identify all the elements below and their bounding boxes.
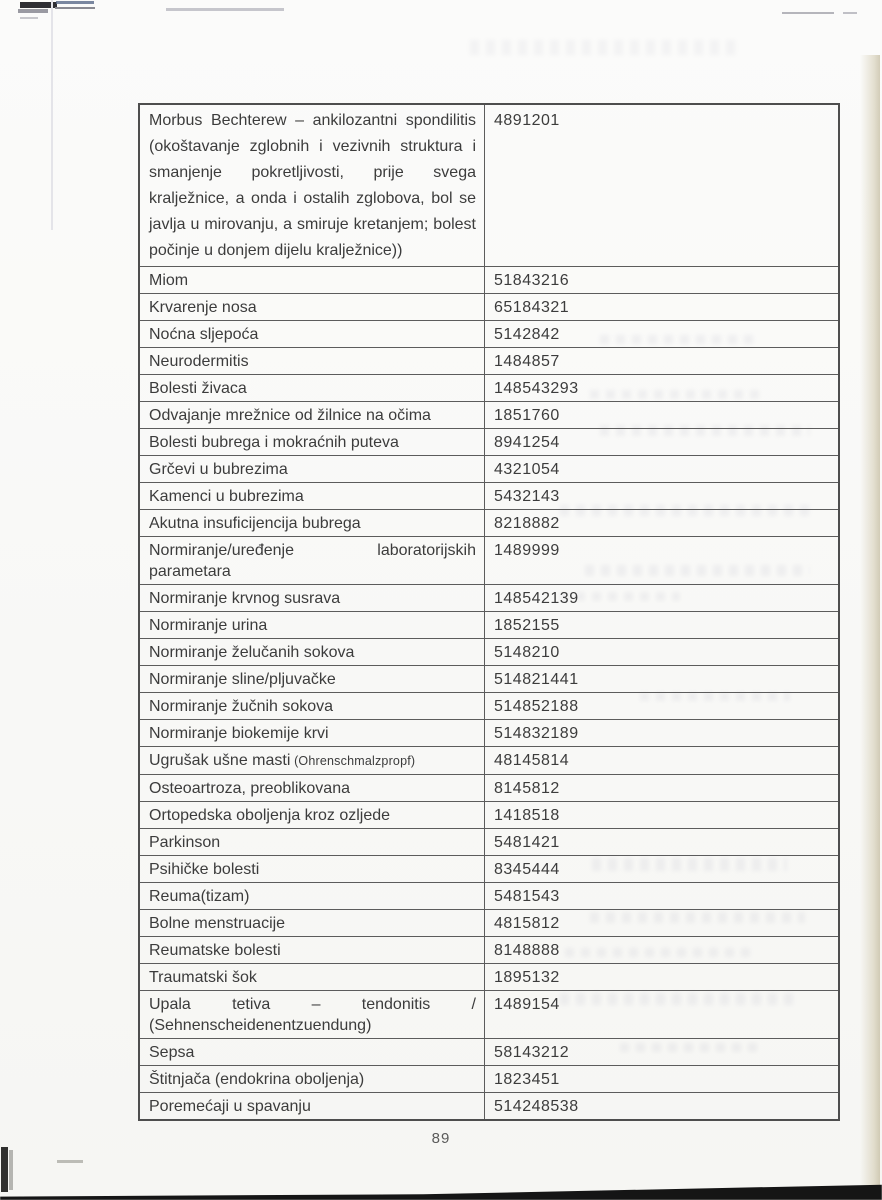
table-row [139, 802, 839, 829]
condition-cell: Normiranje/uređenje laboratorijskih parametara [139, 537, 485, 585]
code-cell: 148542139 [485, 585, 840, 612]
table-row [139, 612, 839, 639]
table-row [139, 402, 839, 429]
condition-cell: Psihičke bolesti [139, 856, 485, 883]
scan-artifact-bottom-left-bar [9, 1150, 13, 1190]
condition-cell: Normiranje krvnog susrava [139, 585, 485, 612]
condition-cell: Parkinson [139, 829, 485, 856]
bleed-through-smudge [470, 40, 738, 55]
code-cell: 1489999 [485, 537, 840, 585]
condition-cell: Poremećaji u spavanju [139, 1093, 485, 1121]
scan-artifact-fold-line [51, 0, 53, 230]
scan-artifact-top-left-mark [20, 17, 38, 19]
document-content [138, 103, 801, 1121]
table-row [139, 964, 839, 991]
code-cell: 5148210 [485, 639, 840, 666]
code-cell: 4321054 [485, 456, 840, 483]
code-cell: 514852188 [485, 693, 840, 720]
condition-cell: Akutna insuficijencija bubrega [139, 510, 485, 537]
code-cell: 65184321 [485, 294, 840, 321]
scan-artifact-top-right-dash [843, 12, 857, 14]
condition-cell: Bolne menstruacije [139, 910, 485, 937]
code-cell: 8941254 [485, 429, 840, 456]
condition-cell: Krvarenje nosa [139, 294, 485, 321]
condition-cell: Bolesti bubrega i mokraćnih puteva [139, 429, 485, 456]
condition-cell: Noćna sljepoća [139, 321, 485, 348]
code-cell: 8148888 [485, 937, 840, 964]
code-cell: 58143212 [485, 1039, 840, 1066]
code-cell: 148543293 [485, 375, 840, 402]
code-cell: 514821441 [485, 666, 840, 693]
table-row [139, 294, 839, 321]
codes-table [138, 103, 840, 1121]
table-row [139, 856, 839, 883]
page-number: 89 [431, 1130, 451, 1147]
table-row [139, 666, 839, 693]
scan-artifact-bottom-left-bar [1, 1147, 8, 1192]
scan-artifact-page-edge [860, 55, 880, 1190]
code-cell: 5481543 [485, 883, 840, 910]
table-row [139, 910, 839, 937]
code-cell: 5142842 [485, 321, 840, 348]
table-row [139, 321, 839, 348]
table-row [139, 1039, 839, 1066]
table-row [139, 1093, 839, 1121]
condition-cell: Morbus Bechterew – ankilozantni spondilitis (okoštavanje zglobnih i vezivnih struktura i smanjenje pokretljivosti, prije svega kralježnice, a onda i ostalih zglobova, bol se javlja u mirovanju, a smiruje kretanjem; bolest počinje u donjem dijelu kralježnice)) [139, 104, 485, 267]
scan-artifact-top-line [166, 8, 284, 11]
code-cell: 1851760 [485, 402, 840, 429]
condition-cell: Miom [139, 267, 485, 294]
scan-artifact-top-left-line [55, 7, 95, 9]
code-cell: 1418518 [485, 802, 840, 829]
condition-cell: Reumatske bolesti [139, 937, 485, 964]
code-cell: 8218882 [485, 510, 840, 537]
code-cell: 1852155 [485, 612, 840, 639]
table-row [139, 775, 839, 802]
code-cell: 5481421 [485, 829, 840, 856]
scan-artifact-bottom-shadow [0, 1183, 882, 1200]
table-row [139, 720, 839, 747]
code-cell: 4891201 [485, 104, 840, 267]
table-row [139, 267, 839, 294]
table-row [139, 829, 839, 856]
condition-cell: Normiranje žučnih sokova [139, 693, 485, 720]
code-cell: 1484857 [485, 348, 840, 375]
condition-cell: Kamenci u bubrezima [139, 483, 485, 510]
code-cell: 1489154 [485, 991, 840, 1039]
table-row [139, 991, 839, 1039]
condition-cell: Normiranje sline/pljuvačke [139, 666, 485, 693]
condition-small-note: (Ohrenschmalzpropf) [290, 754, 416, 768]
condition-cell: Normiranje urina [139, 612, 485, 639]
condition-cell: Sepsa [139, 1039, 485, 1066]
table-row [139, 348, 839, 375]
scan-artifact-top-left-mark [20, 2, 57, 8]
table-row [139, 375, 839, 402]
table-row [139, 510, 839, 537]
code-cell: 8345444 [485, 856, 840, 883]
code-cell: 51843216 [485, 267, 840, 294]
table-row [139, 937, 839, 964]
condition-cell: Ugrušak ušne masti (Ohrenschmalzpropf) [139, 747, 485, 775]
table-row [139, 883, 839, 910]
condition-cell: Osteoartroza, preoblikovana [139, 775, 485, 802]
code-cell: 514832189 [485, 720, 840, 747]
condition-cell: Ortopedska oboljenja kroz ozljede [139, 802, 485, 829]
table-row [139, 693, 839, 720]
code-cell: 4815812 [485, 910, 840, 937]
table-row [139, 429, 839, 456]
table-row [139, 104, 839, 267]
condition-cell: Bolesti živaca [139, 375, 485, 402]
condition-cell: Normiranje želučanih sokova [139, 639, 485, 666]
condition-cell: Normiranje biokemije krvi [139, 720, 485, 747]
scan-artifact-top-left-mark [18, 9, 48, 13]
table-row [139, 747, 839, 775]
condition-cell: Upala tetiva – tendonitis / (Sehnenscheidenentzuendung) [139, 991, 485, 1039]
code-cell: 1823451 [485, 1066, 840, 1093]
table-row [139, 1066, 839, 1093]
scan-artifact-top-right-dash [782, 12, 834, 14]
condition-cell: Štitnjača (endokrina oboljenja) [139, 1066, 485, 1093]
table-row [139, 639, 839, 666]
table-row [139, 585, 839, 612]
scan-artifact-bottom-left-mark [57, 1160, 83, 1163]
code-cell: 5432143 [485, 483, 840, 510]
condition-cell: Traumatski šok [139, 964, 485, 991]
code-cell: 1895132 [485, 964, 840, 991]
code-cell: 48145814 [485, 747, 840, 775]
code-cell: 8145812 [485, 775, 840, 802]
condition-cell: Reuma(tizam) [139, 883, 485, 910]
scan-artifact-top-left-line [56, 1, 94, 4]
condition-cell: Odvajanje mrežnice od žilnice na očima [139, 402, 485, 429]
condition-cell: Neurodermitis [139, 348, 485, 375]
table-row [139, 456, 839, 483]
table-row [139, 537, 839, 585]
code-cell: 514248538 [485, 1093, 840, 1121]
condition-cell: Grčevi u bubrezima [139, 456, 485, 483]
table-row [139, 483, 839, 510]
